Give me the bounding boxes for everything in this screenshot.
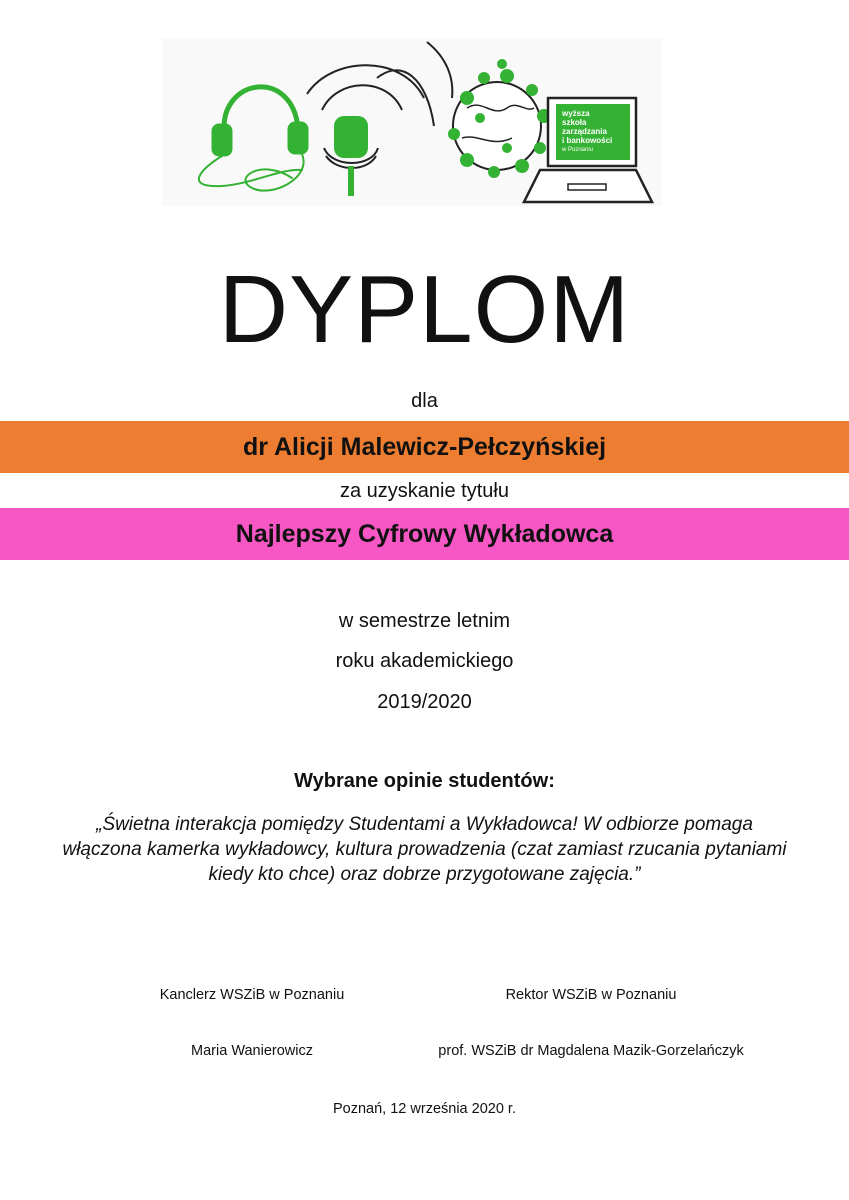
logo-badge-line: szkoła: [562, 118, 587, 127]
period-academic-year: 2019/2020: [377, 691, 472, 713]
recipient-name: dr Alicji Malewicz-Pełczyńskiej: [242, 432, 607, 461]
headphones-icon: [199, 87, 306, 191]
student-quote: [40, 812, 809, 887]
wszib-logo: [162, 38, 662, 206]
rector-role: Rektor WSZiB w Poznaniu: [505, 987, 677, 1003]
chancellor-role: Kanclerz WSZiB w Poznaniu: [159, 987, 345, 1003]
award-subtitle: za uzyskanie tytułu: [340, 480, 509, 502]
globe-icon: [448, 59, 551, 178]
award-band: [0, 508, 849, 560]
chancellor-name: Maria Wanierowicz: [191, 1043, 313, 1059]
logo-badge-line: i bankowości: [562, 136, 613, 145]
logo-badge-line: w Poznaniu: [562, 147, 594, 153]
opinions-heading: Wybrane opinie studentów:: [294, 770, 555, 792]
diploma-title: DYPLOM: [218, 256, 631, 363]
for-label: dla: [411, 390, 438, 412]
issue-date: Poznań, 12 września 2020 r.: [333, 1101, 516, 1117]
logo-badge-line: zarządzania: [562, 127, 607, 136]
period-semester: w semestrze letnim: [338, 610, 511, 632]
recipient-band: [0, 421, 849, 473]
award-title: Najlepszy Cyfrowy Wykładowca: [235, 519, 614, 548]
rector-name: prof. WSZiB dr Magdalena Mazik-Gorzelańczyk: [438, 1043, 744, 1059]
quote-line: kiedy kto chce) oraz dobrze przygotowane zajęcia.”: [208, 864, 641, 885]
quote-line: „Świetna interakcja pomiędzy Studentami a Wykładowca! W odbiorze pomaga: [96, 814, 753, 835]
sound-waves-icon: [307, 42, 452, 126]
logo-badge-line: wyższa: [562, 109, 590, 118]
quote-line: włączona kamerka wykładowcy, kultura prowadzenia (czat zamiast rzucania pytaniami: [62, 839, 787, 860]
period-academic-year-label: roku akademickiego: [335, 650, 514, 672]
microphone-icon: [324, 116, 378, 196]
